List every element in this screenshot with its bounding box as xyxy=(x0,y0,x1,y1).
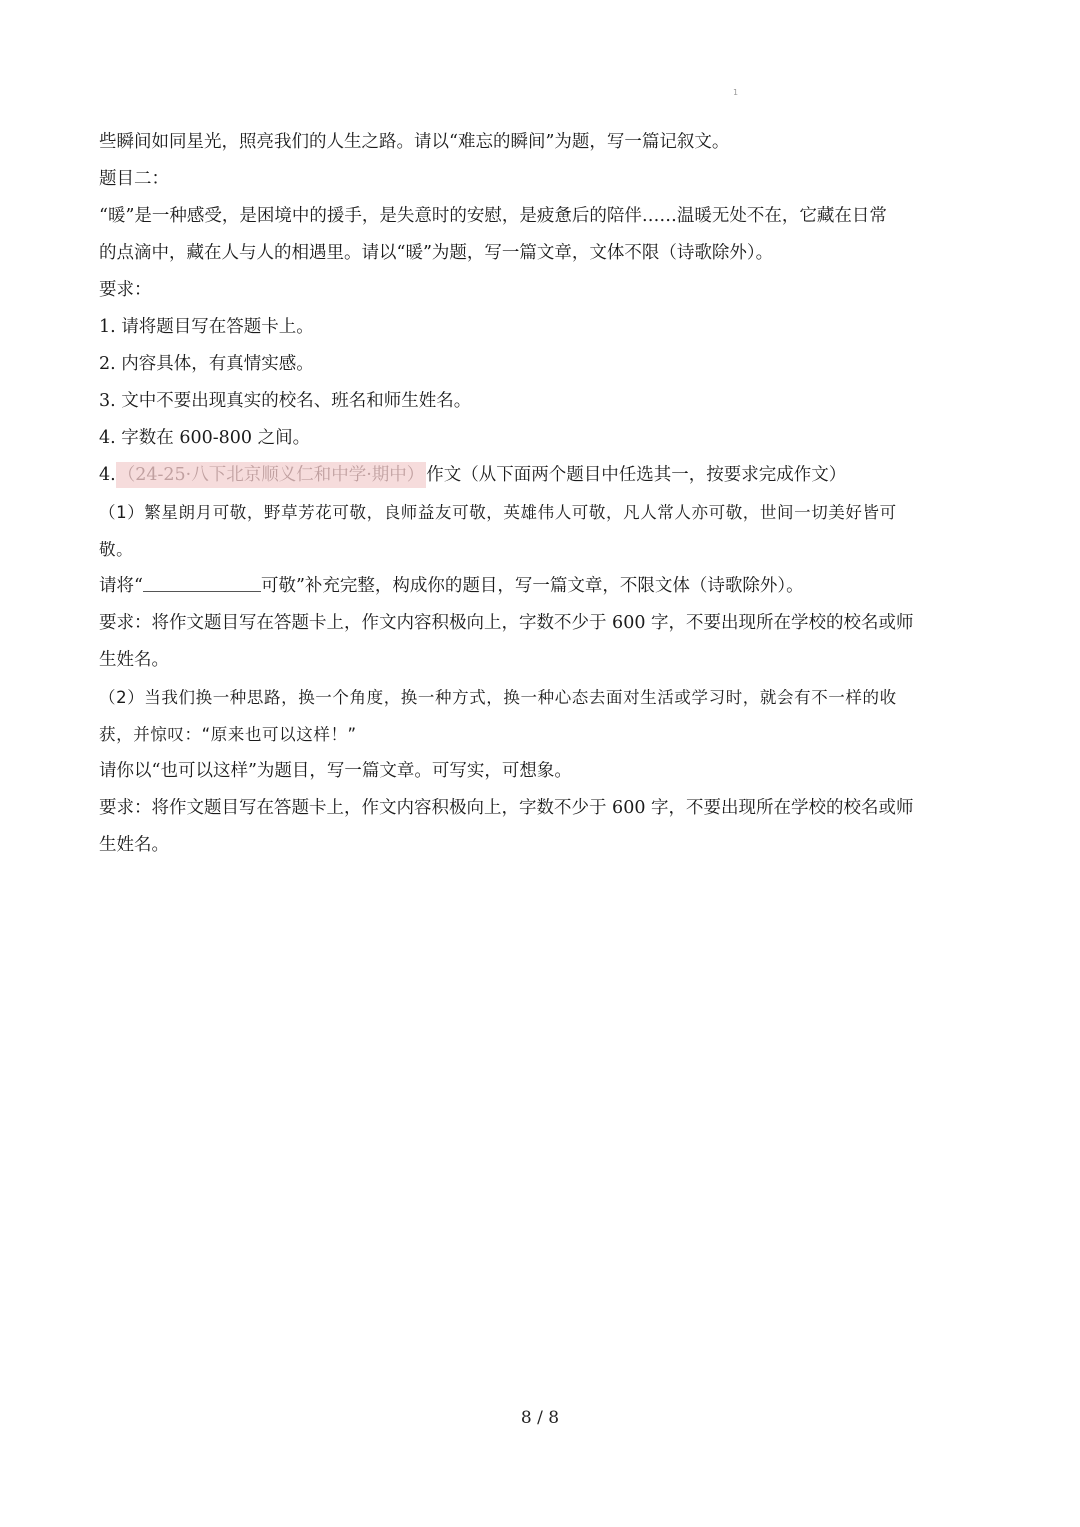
requirement-item: 3. 文中不要出现真实的校名、班名和师生姓名。 xyxy=(99,391,472,411)
question-4-line xyxy=(99,457,983,494)
question-number: 4. xyxy=(99,465,116,485)
source-tag: （24-25·八下北京顺义仁和中学·期中） xyxy=(116,462,427,488)
requirement-item: 4. 字数在 600-800 之间。 xyxy=(99,428,311,448)
fill-in-prefix: 请将“ xyxy=(99,576,143,596)
requirements-heading: 要求： xyxy=(99,280,152,300)
fill-in-line xyxy=(99,568,983,605)
requirement-text: 生姓名。 xyxy=(99,835,169,855)
page-number: 8 / 8 xyxy=(520,1408,560,1428)
option-2-text: （2）当我们换一种思路，换一个角度，换一种方式，换一种心态去面对生活或学习时，就会有不一样的收 xyxy=(99,688,897,707)
requirement-text: 生姓名。 xyxy=(99,650,169,670)
fill-in-suffix: 可敬”补充完整，构成你的题目，写一篇文章，不限文体（诗歌除外）。 xyxy=(260,576,804,596)
text-line: “暖”是一种感受，是困境中的援手，是失意时的安慰，是疲惫后的陪伴……温暖无处不在，它藏在日常 xyxy=(99,206,887,226)
question-prompt: 作文（从下面两个题目中任选其一，按要求完成作文） xyxy=(426,465,847,485)
option-1-text: （1）繁星朗月可敬，野草芳花可敬，良师益友可敬，英雄伟人可敬，凡人常人亦可敬，世间一切美好皆可 xyxy=(99,503,897,522)
requirement-item: 1. 请将题目写在答题卡上。 xyxy=(99,317,314,337)
text-line: 的点滴中，藏在人与人的相遇里。请以“暖”为题，写一篇文章，文体不限（诗歌除外）。 xyxy=(99,243,774,263)
requirement-text: 要求：将作文题目写在答题卡上，作文内容积极向上，字数不少于 600 字，不要出现所在学校的校名或师 xyxy=(99,798,914,818)
text-line: 些瞬间如同星光，照亮我们的人生之路。请以“难忘的瞬间”为题，写一篇记叙文。 xyxy=(99,132,730,152)
requirement-item: 2. 内容具体，有真情实感。 xyxy=(99,354,314,374)
text-line: 请你以“也可以这样”为题目，写一篇文章。可写实，可想象。 xyxy=(99,761,572,781)
document-body xyxy=(99,124,983,864)
section-heading-topic-two: 题目二： xyxy=(99,169,169,189)
option-1-text: 敬。 xyxy=(99,540,134,559)
option-2-text: 获，并惊叹：“原来也可以这样！” xyxy=(99,725,357,744)
fill-in-blank xyxy=(143,573,261,592)
page-mark: 1 xyxy=(733,88,739,97)
requirement-text: 要求：将作文题目写在答题卡上，作文内容积极向上，字数不少于 600 字，不要出现所在学校的校名或师 xyxy=(99,613,914,633)
